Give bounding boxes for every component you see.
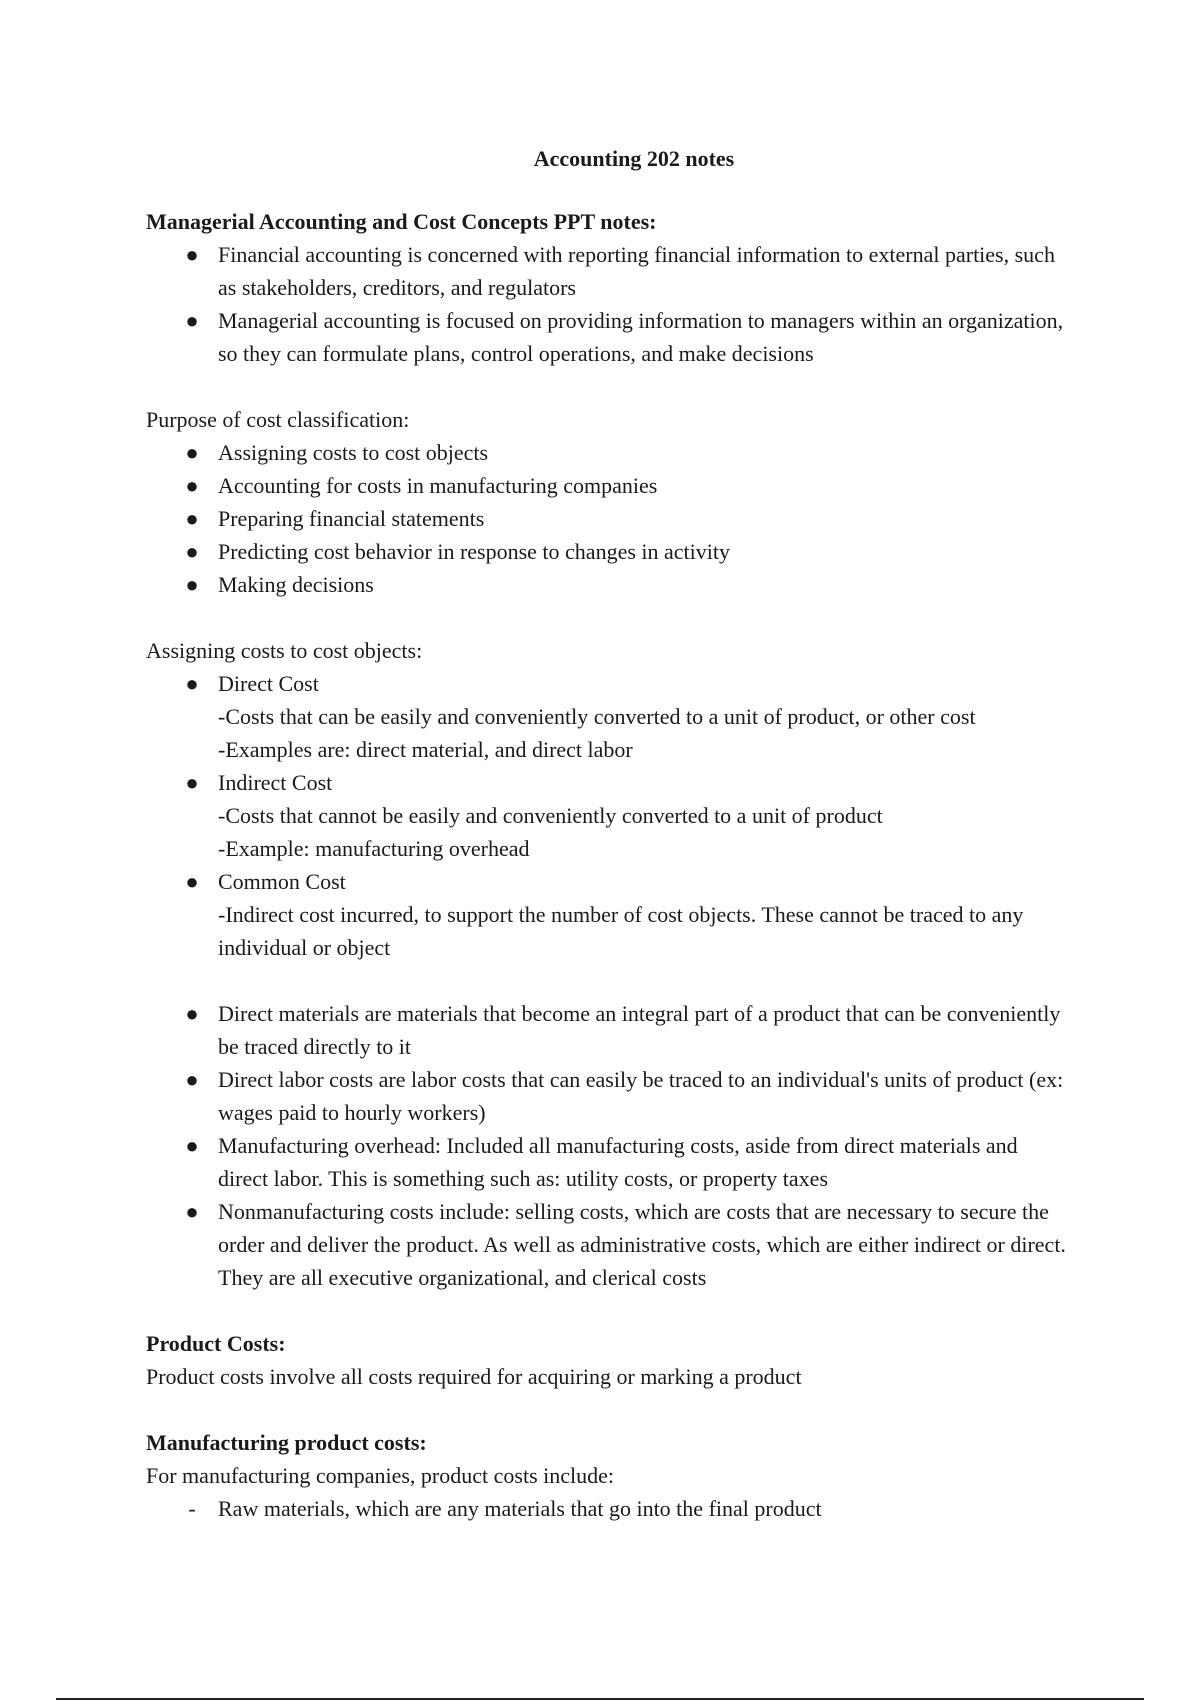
list-item (146, 1129, 1066, 1195)
bullet-icon: ● (185, 1199, 199, 1224)
bullet-icon: ● (185, 1001, 199, 1026)
managerial-list (146, 238, 1066, 370)
bullet-icon: ● (185, 506, 199, 531)
list-item-text: Accounting for costs in manufacturing companies (218, 473, 658, 498)
list-item-label: Direct Cost (218, 671, 319, 696)
purpose-intro: Purpose of cost classification: (146, 407, 410, 432)
list-item-text: Nonmanufacturing costs include: selling costs, which are costs that are necessary to secure the order and deliver the product. As well as administrative costs, which are either indirect or direct. They are all executive organizational, and clerical costs (218, 1199, 1066, 1290)
list-item-detail: -Indirect cost incurred, to support the number of cost objects. These cannot be traced to any individual or object (218, 902, 1024, 960)
bullet-icon: ● (185, 671, 199, 696)
bullet-icon: ● (185, 473, 199, 498)
product-costs-text: Product costs involve all costs required for acquiring or marking a product (146, 1364, 802, 1389)
list-item-text: Predicting cost behavior in response to changes in activity (218, 539, 730, 564)
list-item (146, 502, 1066, 535)
list-item-text: Assigning costs to cost objects (218, 440, 489, 465)
bullet-icon: ● (185, 242, 199, 267)
bullet-icon: ● (185, 770, 199, 795)
list-item-common-cost (146, 865, 1066, 964)
list-item-text: Making decisions (218, 572, 374, 597)
list-item (146, 1492, 1066, 1525)
list-item (146, 535, 1066, 568)
list-item-direct-cost (146, 667, 1066, 766)
list-item-detail: -Examples are: direct material, and direct labor (218, 737, 633, 762)
list-item-text: Financial accounting is concerned with reporting financial information to external parties, such as stakeholders, creditors, and regulators (218, 242, 1055, 300)
list-item (146, 568, 1066, 601)
bullet-icon: ● (185, 1133, 199, 1158)
list-item-label: Common Cost (218, 869, 346, 894)
list-item-detail: -Costs that cannot be easily and conveniently converted to a unit of product (218, 803, 883, 828)
list-item-detail: -Example: manufacturing overhead (218, 836, 530, 861)
bullet-icon: ● (185, 572, 199, 597)
list-item-text: Preparing financial statements (218, 506, 485, 531)
list-item-detail: -Costs that can be easily and conveniently converted to a unit of product, or other cost (218, 704, 976, 729)
list-item (146, 238, 1066, 304)
section-heading-product-costs: Product Costs: (146, 1331, 286, 1356)
list-item-text: Direct labor costs are labor costs that can easily be traced to an individual's units of product (ex: wages paid to hourly workers) (218, 1067, 1064, 1125)
bullet-icon: ● (185, 440, 199, 465)
list-item (146, 469, 1066, 502)
document-title: Accounting 202 notes (533, 146, 735, 171)
manufacturing-list (146, 1492, 1066, 1525)
list-item (146, 1063, 1066, 1129)
list-item-text: Direct materials are materials that become an integral part of a product that can be conveniently be traced directly to it (218, 1001, 1061, 1059)
document-page (146, 142, 1066, 1525)
list-item-text: Raw materials, which are any materials that go into the final product (218, 1496, 822, 1521)
purpose-list (146, 436, 1066, 601)
bullet-icon: ● (185, 539, 199, 564)
section-heading-manufacturing-product-costs: Manufacturing product costs: (146, 1430, 427, 1455)
manufacturing-intro: For manufacturing companies, product costs include: (146, 1463, 614, 1488)
list-item-label: Indirect Cost (218, 770, 333, 795)
list-item-indirect-cost (146, 766, 1066, 865)
cost-definitions-list (146, 997, 1066, 1294)
bullet-icon: ● (185, 308, 199, 333)
section-heading-managerial: Managerial Accounting and Cost Concepts PPT notes: (146, 209, 657, 234)
list-item (146, 304, 1066, 370)
cost-types-list (146, 667, 1066, 964)
bullet-icon: ● (185, 869, 199, 894)
list-item (146, 1195, 1066, 1294)
list-item (146, 436, 1066, 469)
assigning-intro: Assigning costs to cost objects: (146, 638, 423, 663)
list-item (146, 997, 1066, 1063)
list-item-text: Manufacturing overhead: Included all manufacturing costs, aside from direct materials and direct labor. This is something such as: utility costs, or property taxes (218, 1133, 1018, 1191)
bullet-icon: ● (185, 1067, 199, 1092)
dash-icon: - (188, 1496, 196, 1521)
list-item-text: Managerial accounting is focused on providing information to managers within an organization, so they can formulate plans, control operations, and make decisions (218, 308, 1064, 366)
